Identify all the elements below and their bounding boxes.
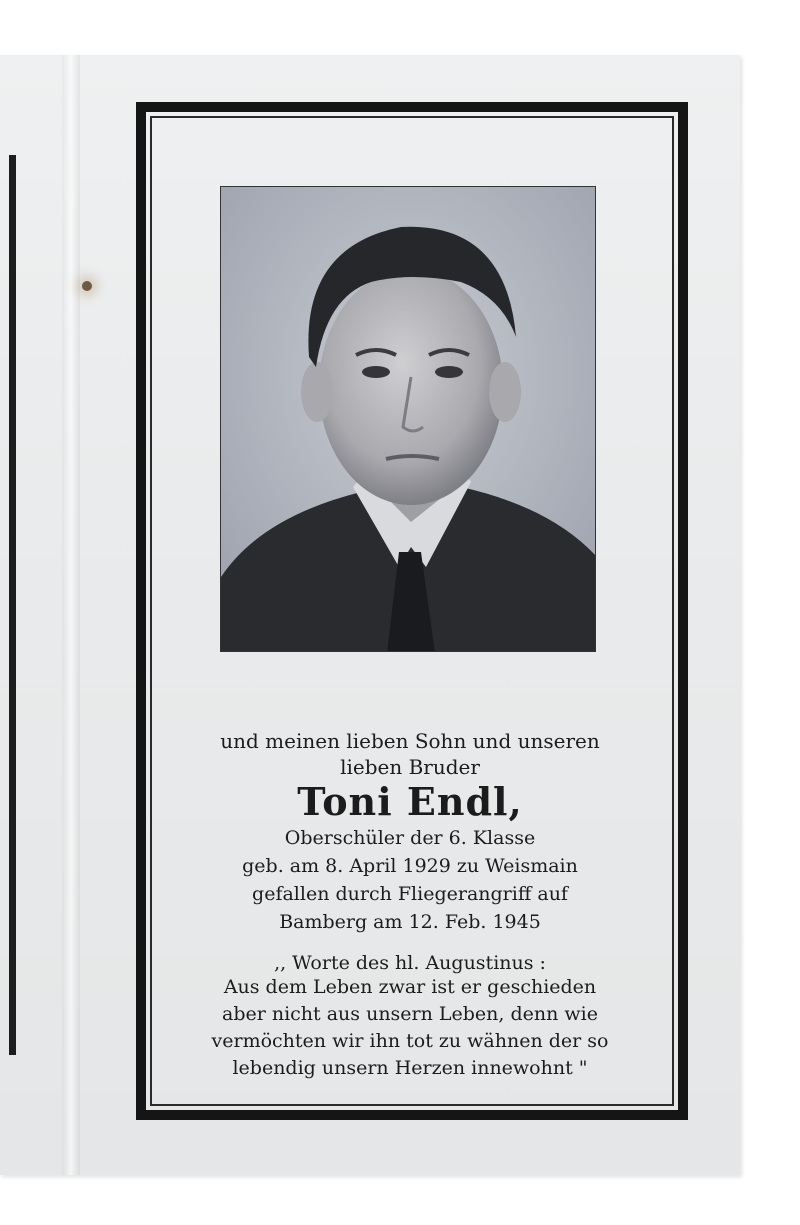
quote-line-1: Aus dem Leben zwar ist er geschieden: [223, 976, 597, 998]
intro-line-1: und meinen lieben Sohn und unseren: [220, 729, 600, 753]
quote-heading: ,, Worte des hl. Augustinus :: [274, 952, 546, 974]
paper-stain: [82, 281, 92, 291]
details-text: [170, 824, 650, 936]
deceased-name: Toni Endl,: [297, 779, 523, 824]
card-fold: [62, 55, 80, 1175]
intro-text: [170, 728, 650, 780]
quote-line-4: lebendig unsern Herzen innewohnt ": [232, 1057, 588, 1079]
quote-line-2: aber nicht aus unsern Leben, denn wie: [222, 1003, 598, 1025]
left-panel-border: [0, 155, 16, 1055]
quote-text: [170, 974, 650, 1082]
portrait-photo: [220, 186, 596, 652]
detail-line-2: geb. am 8. April 1929 zu Weismain: [242, 855, 578, 877]
detail-line-4: Bamberg am 12. Feb. 1945: [279, 911, 541, 933]
quote-line-3: vermöchten wir ihn tot zu wähnen der so: [211, 1030, 609, 1052]
portrait-illustration: [221, 187, 596, 652]
detail-line-1: Oberschüler der 6. Klasse: [284, 827, 536, 849]
intro-line-2: lieben Bruder: [340, 755, 480, 779]
detail-line-3: gefallen durch Fliegerangriff auf: [252, 883, 568, 905]
